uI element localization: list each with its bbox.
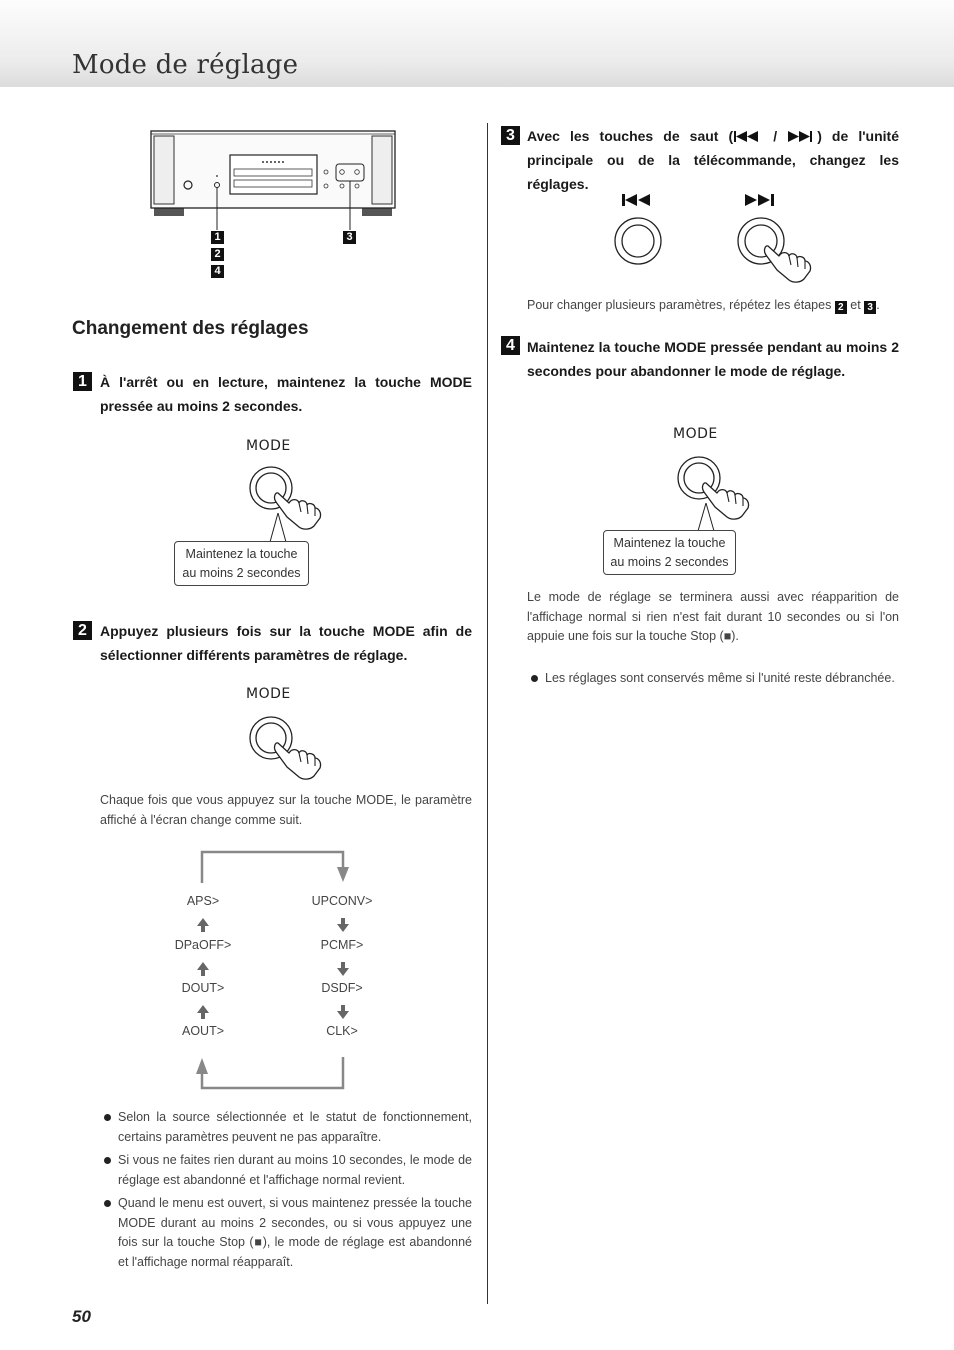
step-4-callout-line-1: Maintenez la touche [613,536,726,550]
skip-back-button-illustration [612,215,666,269]
step-3-note-a: Pour changer plusieurs paramètres, répétez les étapes [527,298,835,312]
step-1-mode-button-press-illustration [240,460,340,540]
step-1-number: 1 [73,372,92,391]
bullet-dot [104,1200,111,1207]
step-4-number: 4 [501,336,520,355]
skip-forward-icon [745,194,777,206]
bullet-text-2: Si vous ne faites rien durant au moins 10 secondes, le mode de réglage est abandonné et l'affichage normal revient. [118,1153,472,1187]
device-label-1: 1 [211,231,224,244]
bullet-item [545,669,901,689]
step-3-text-b: ) de l'unité principale ou de la télécommande, changez les réglages. [527,128,899,192]
skip-back-icon [622,194,654,206]
step-4-mode-button-press-illustration [668,450,768,530]
step-3-text [527,124,899,196]
step-1-callout [174,541,309,586]
step-3-number: 3 [501,126,520,145]
slash-separator: / [763,128,788,144]
page-number: 50 [72,1307,91,1326]
bullet-item [118,1108,472,1147]
skip-forward-button-press-illustration [735,215,835,290]
step-3-note-num-2: 2 [835,301,847,314]
flow-item-upconv: UPCONV> [311,894,373,908]
flow-item-dout: DOUT> [181,981,225,995]
bullet-item [118,1194,472,1272]
flow-item-aout: AOUT> [181,1024,225,1038]
step-4-body-text: Le mode de réglage se terminera aussi avec réapparition de l'affichage normal si rien n'est fait durant 10 secondes ou si l'on appuie une fois sur la touche Stop (■). [527,590,899,643]
step-3-note-end: . [876,298,880,312]
step-3-note-num-3: 3 [864,301,876,314]
device-label-3: 3 [343,231,356,244]
step-3-note [527,296,899,316]
step-1-callout-line-2: au moins 2 secondes [182,566,301,580]
step-1-text: À l'arrêt ou en lecture, maintenez la touche MODE pressée au moins 2 secondes. [100,374,472,414]
bullet-dot [104,1114,111,1121]
step-3-note-mid: et [846,298,865,312]
skip-back-icon [733,131,763,142]
step-4-text: Maintenez la touche MODE pressée pendant au moins 2 secondes pour abandonner le mode de réglage. [527,339,899,379]
step-3-text-a: Avec les touches de saut ( [527,128,734,144]
step-2-mode-button-press-illustration [240,710,340,780]
flow-item-dsdf: DSDF> [321,981,363,995]
page-header [0,0,954,87]
step-2-mode-label: MODE [246,686,291,702]
step-1-callout-line-1: Maintenez la touche [185,547,298,561]
skip-forward-icon [787,131,817,142]
step-4-callout-line-2: au moins 2 secondes [610,555,729,569]
flow-item-aps: APS> [186,894,220,908]
step-4-callout [603,530,736,575]
flow-item-pcmf: PCMF> [320,938,364,952]
device-front-panel-illustration [150,128,396,238]
column-divider [487,123,488,1304]
bullet-dot [104,1157,111,1164]
step-2-number: 2 [73,621,92,640]
flow-item-dpaoff: DPaOFF> [174,938,232,952]
device-label-4: 4 [211,265,224,278]
step-4-bullet-text: Les réglages sont conservés même si l'unité reste débranchée. [545,671,895,685]
bullet-item [118,1151,472,1190]
step-2-text: Appuyez plusieurs fois sur la touche MODE afin de sélectionner différents paramètres de réglage. [100,623,472,663]
flow-diagram-arrows [180,845,370,1095]
device-label-2: 2 [211,248,224,261]
bullet-text-1: Selon la source sélectionnée et le statut de fonctionnement, certains paramètres peuvent ne pas apparaître. [118,1110,472,1144]
step-2-body-text: Chaque fois que vous appuyez sur la touche MODE, le paramètre affiché à l'écran change comme suit. [100,793,472,827]
flow-item-clk: CLK> [326,1024,358,1038]
bullet-dot [531,675,538,682]
bullet-text-3: Quand le menu est ouvert, si vous maintenez pressée la touche MODE durant au moins 2 secondes, ou si vous appuyez une fois sur la touche Stop (■), le mode de réglage est abandonné et l'affichage normal réapparaît. [118,1196,472,1269]
step-4-mode-label: MODE [673,426,718,442]
page-title: Mode de réglage [72,50,299,80]
step-1-mode-label: MODE [246,438,291,454]
section-title: Changement des réglages [72,318,309,339]
